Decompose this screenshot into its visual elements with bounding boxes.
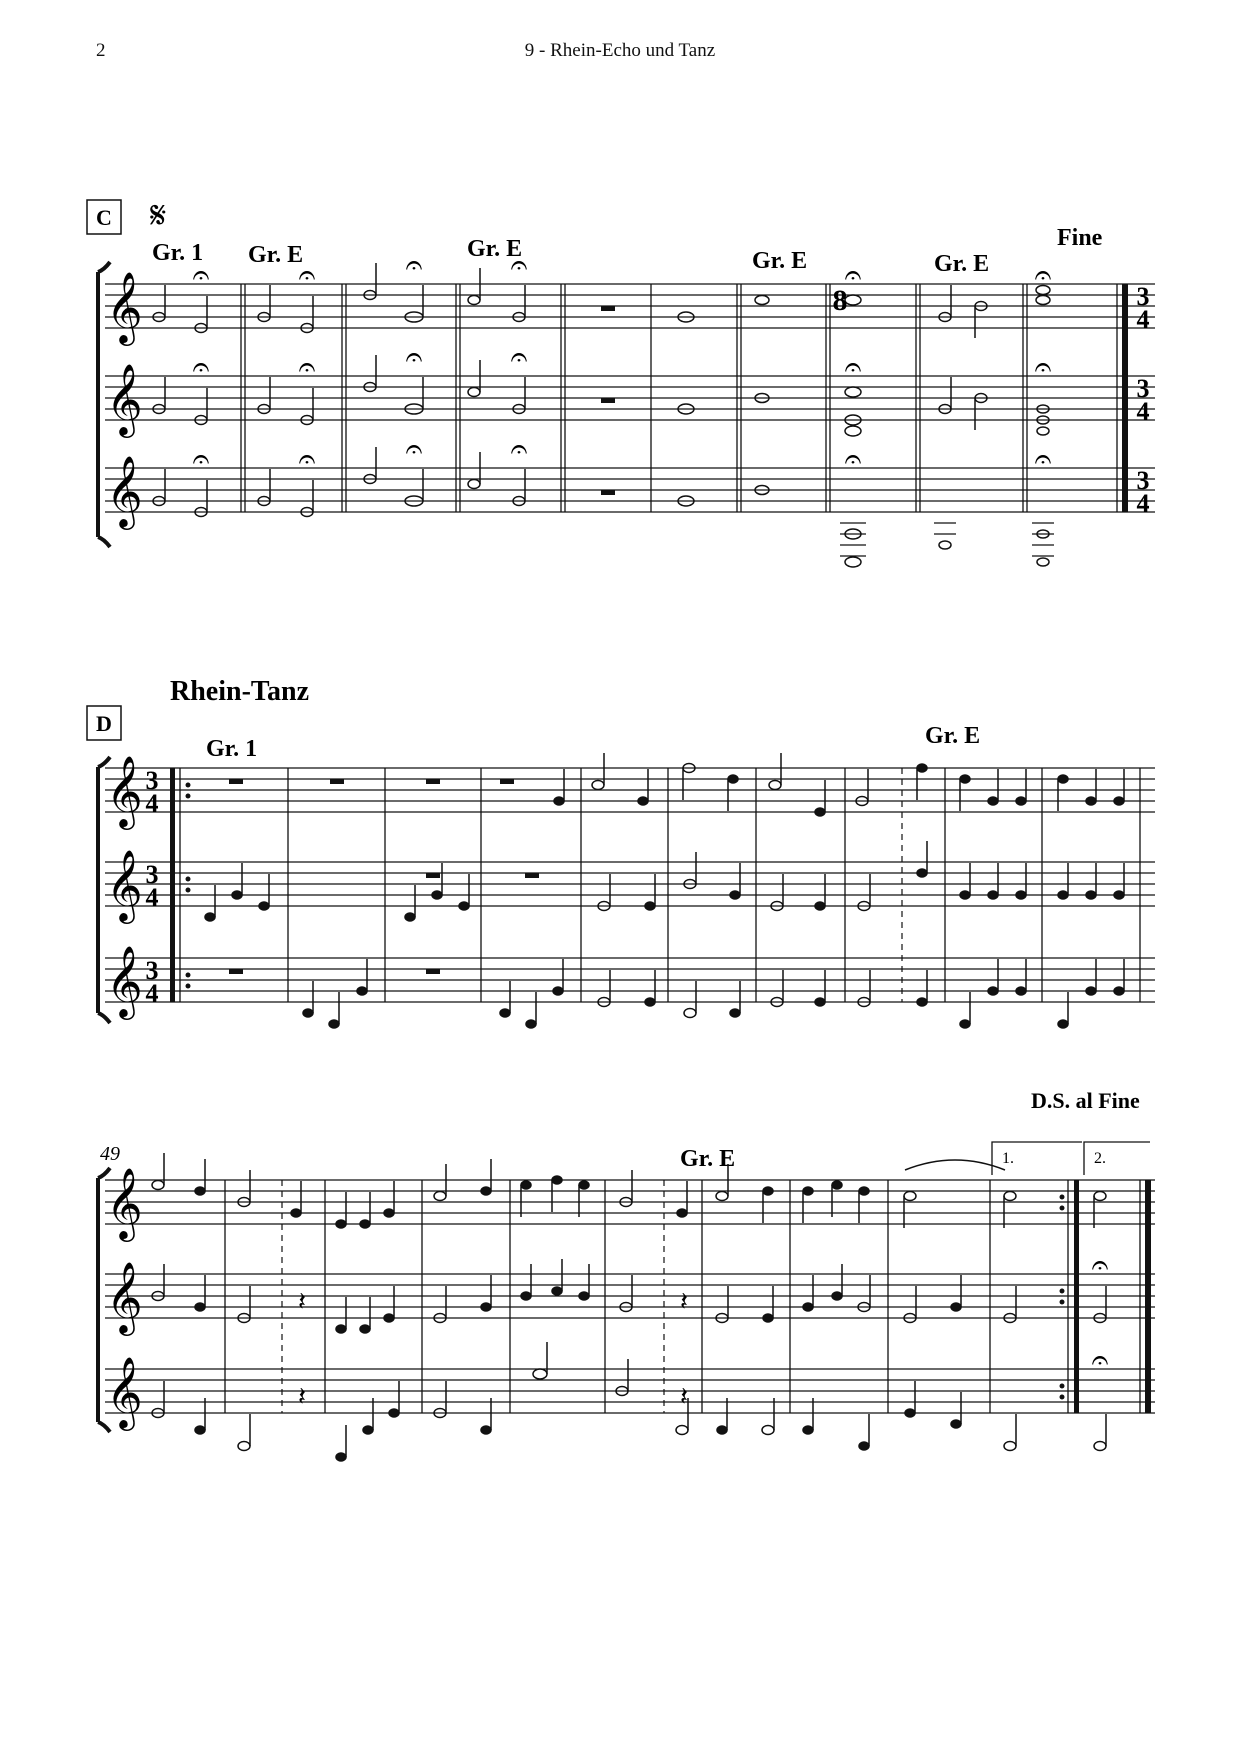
fermata-icon: 𝄐 [1091, 1248, 1109, 1283]
fermata-icon: 𝄐 [1091, 1343, 1109, 1378]
measure-number: 49 [100, 1143, 120, 1165]
final-barline [1122, 284, 1128, 512]
ds-al-fine-label: D.S. al Fine [1031, 1088, 1140, 1113]
notes-staff-1 [554, 753, 1124, 816]
tie [905, 1160, 1005, 1170]
page-title: 9 - Rhein-Echo und Tanz [524, 40, 716, 61]
quarter-rest-icon: 𝄽 [298, 1382, 306, 1412]
treble-clef-icon: 𝄞 [106, 1355, 143, 1428]
fermata-icon: 𝄐 [192, 350, 210, 385]
system-d [87, 676, 1155, 1028]
fermata-icon: 𝄐 [844, 350, 862, 385]
time-sig-den: 4 [145, 979, 159, 1008]
time-sig-num: 3 [145, 956, 159, 985]
fermata-icon: 𝄐 [1034, 442, 1052, 477]
group-label: Gr. E [680, 1146, 736, 1172]
fermata-icon: 𝄐 [510, 340, 528, 375]
quarter-rest-icon: 𝄽 [680, 1287, 688, 1317]
fine-label: Fine [1057, 225, 1103, 251]
whole-rest-icon [601, 398, 615, 403]
notes-staff-3 [153, 447, 1049, 567]
fermata-icon: 𝄐 [510, 432, 528, 467]
chord-8-icon: 8 [832, 284, 848, 317]
fermata-icon: 𝄐 [192, 258, 210, 293]
volta-2-label: 2. [1094, 1150, 1106, 1167]
fermata-icon: 𝄐 [405, 340, 423, 375]
time-sig-den: 4 [145, 883, 159, 912]
notes-staff-2 [153, 355, 1049, 436]
fermata-icon: 𝄐 [298, 442, 316, 477]
treble-clef-icon: 𝄞 [106, 362, 143, 435]
treble-clef-icon: 𝄞 [106, 454, 143, 527]
staff-1 [105, 1180, 1155, 1224]
fermata-icon: 𝄐 [1034, 258, 1052, 293]
time-sig-den: 4 [145, 789, 159, 818]
whole-rests [229, 779, 539, 974]
fermata-icon: 𝄐 [298, 258, 316, 293]
fermata-icon: 𝄐 [844, 442, 862, 477]
fermata-icon: 𝄐 [192, 442, 210, 477]
time-sig-den: 4 [1136, 305, 1150, 334]
time-sig-num: 3 [145, 860, 159, 889]
page-number: 2 [96, 40, 106, 61]
treble-clef-icon: 𝄞 [106, 944, 143, 1017]
group-label: Gr. E [925, 723, 981, 749]
final-barline [1145, 1180, 1151, 1413]
fermata-icon: 𝄐 [298, 350, 316, 385]
group-label: Gr. E [467, 236, 523, 262]
treble-clef-icon: 𝄞 [106, 270, 143, 343]
section-title: Rhein-Tanz [170, 676, 310, 707]
time-sig-num: 3 [1136, 282, 1150, 311]
volta-1-label: 1. [1002, 1150, 1014, 1167]
fermata-icon: 𝄐 [844, 258, 862, 293]
treble-clef-icon: 𝄞 [106, 1166, 143, 1239]
fermata-icon: 𝄐 [510, 248, 528, 283]
group-label: Gr. 1 [206, 736, 258, 762]
segno-icon: 𝄋 [150, 193, 167, 237]
repeat-end-barline [1074, 1180, 1079, 1413]
staff-2 [105, 1274, 1155, 1318]
time-sig-num: 3 [145, 766, 159, 795]
quarter-rest-icon: 𝄽 [680, 1382, 688, 1412]
system-49 [98, 1088, 1155, 1461]
treble-clef-icon: 𝄞 [106, 1260, 143, 1333]
quarter-rest-icon: 𝄽 [298, 1287, 306, 1317]
fermata-icon: 𝄐 [1034, 350, 1052, 385]
treble-clef-icon: 𝄞 [106, 848, 143, 921]
fermata-icon: 𝄐 [405, 248, 423, 283]
time-sig-num: 3 [1136, 466, 1150, 495]
time-sig-num: 3 [1136, 374, 1150, 403]
whole-rest-icon [601, 306, 615, 311]
system-c [87, 193, 1155, 567]
group-label: Gr. E [934, 251, 990, 277]
barlines [288, 768, 1140, 1002]
treble-clef-icon: 𝄞 [106, 754, 143, 827]
rehearsal-mark-c: C [96, 205, 112, 230]
repeat-start-barline [170, 768, 175, 1002]
time-sig-den: 4 [1136, 397, 1150, 426]
rehearsal-mark-d: D [96, 711, 112, 736]
whole-rest-icon [601, 490, 615, 495]
staff-3 [105, 1369, 1155, 1413]
group-label: Gr. E [752, 248, 808, 274]
group-label: Gr. E [248, 242, 304, 268]
time-sig-den: 4 [1136, 489, 1150, 518]
ledger-lines [840, 523, 1054, 556]
fermata-icon: 𝄐 [405, 432, 423, 467]
notes-staff-2 [205, 841, 1124, 921]
group-label: Gr. 1 [152, 240, 204, 266]
